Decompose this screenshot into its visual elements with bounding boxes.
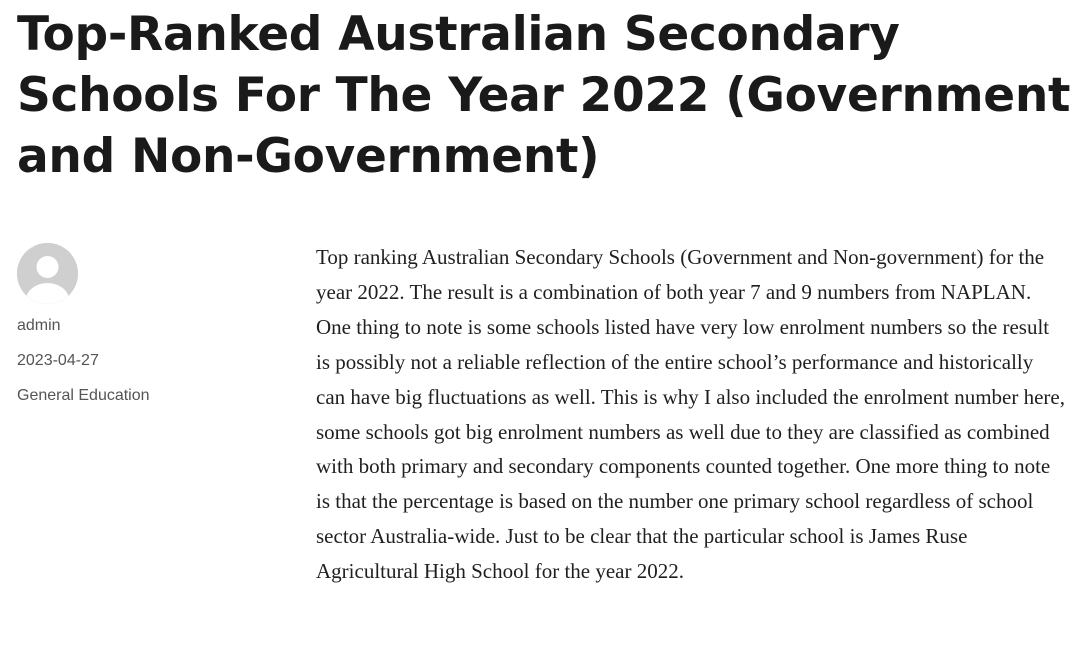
page-title: Top-Ranked Australian Secondary Schools For The Year 2022 (Government and Non-Government) xyxy=(17,7,1071,184)
post-date[interactable]: 2023-04-27 xyxy=(17,352,99,369)
user-avatar-icon[interactable] xyxy=(17,243,78,304)
article-body: Top ranking Australian Secondary Schools (Government and Non-government) for the year 2022. The result is a combination of both year 7 and 9 numbers from NAPLAN. One thing to note is some schools listed have very low enrolment numbers so the result is possibly not a reliable reflection of the entire school’s performance and historically can have big fluctuations as well. This is why I also included the enrolment number here, some schools got big enrolment numbers as well due to they are classified as combined with both primary and secondary components counted together. One more thing to note is that the percentage is based on the number one primary school regardless of school sector Australia-wide. Just to be clear that the particular school is James Ruse Agricultural High School for the year 2022. xyxy=(316,245,1065,584)
category-link[interactable]: General Education xyxy=(17,387,150,404)
avatar-silhouette xyxy=(17,243,78,304)
post-meta xyxy=(17,243,277,420)
author-link[interactable]: admin xyxy=(17,317,61,334)
